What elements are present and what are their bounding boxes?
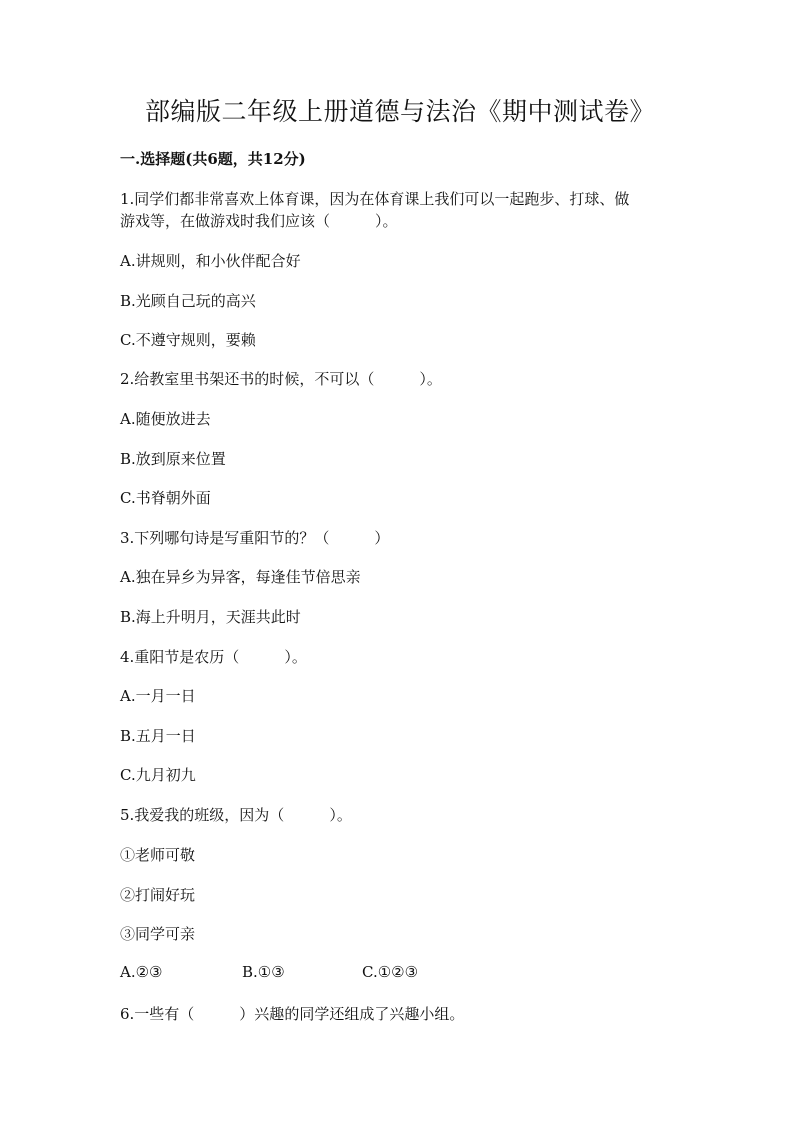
question-3-option-b: B.海上升明月，天涯共此时	[120, 608, 301, 626]
question-2-option-b: B.放到原来位置	[120, 450, 226, 468]
question-4-option-a: A.一月一日	[120, 687, 196, 705]
question-5-item-3: ③同学可亲	[120, 925, 196, 943]
question-5-item-1: ①老师可敬	[120, 846, 196, 864]
question-4-stem: 4.重阳节是农历（ ）。	[120, 648, 307, 666]
question-1-option-b: B.光顾自己玩的高兴	[120, 292, 256, 310]
question-2-option-c: C.书脊朝外面	[120, 489, 211, 507]
section-heading: 一.选择题(共6题，共12分)	[120, 150, 306, 168]
question-5-option-c: C.①②③	[362, 963, 419, 981]
question-5-stem: 5.我爱我的班级，因为（ ）。	[120, 806, 352, 824]
question-5-option-a: A.②③	[120, 963, 163, 981]
question-2-option-a: A.随便放进去	[120, 410, 211, 428]
question-1-option-c: C.不遵守规则，要赖	[120, 331, 256, 349]
question-4-option-c: C.九月初九	[120, 766, 196, 784]
question-1-option-a: A.讲规则，和小伙伴配合好	[120, 252, 301, 270]
question-5-option-b: B.①③	[242, 963, 285, 981]
question-3-stem: 3.下列哪句诗是写重阳节的？（ ）	[120, 529, 390, 547]
question-1-stem-line2: 游戏等，在做游戏时我们应该（ ）。	[120, 212, 398, 230]
question-2-stem: 2.给教室里书架还书的时候，不可以（ ）。	[120, 370, 442, 388]
page-title: 部编版二年级上册道德与法治《期中测试卷》	[144, 97, 655, 126]
question-6-stem: 6.一些有（ ）兴趣的同学还组成了兴趣小组。	[120, 1005, 465, 1023]
question-1-stem-line1: 1.同学们都非常喜欢上体育课，因为在体育课上我们可以一起跑步、打球、做	[120, 190, 630, 208]
question-3-option-a: A.独在异乡为异客，每逢佳节倍思亲	[120, 568, 361, 586]
question-5-item-2: ②打闹好玩	[120, 886, 196, 904]
question-4-option-b: B.五月一日	[120, 727, 196, 745]
